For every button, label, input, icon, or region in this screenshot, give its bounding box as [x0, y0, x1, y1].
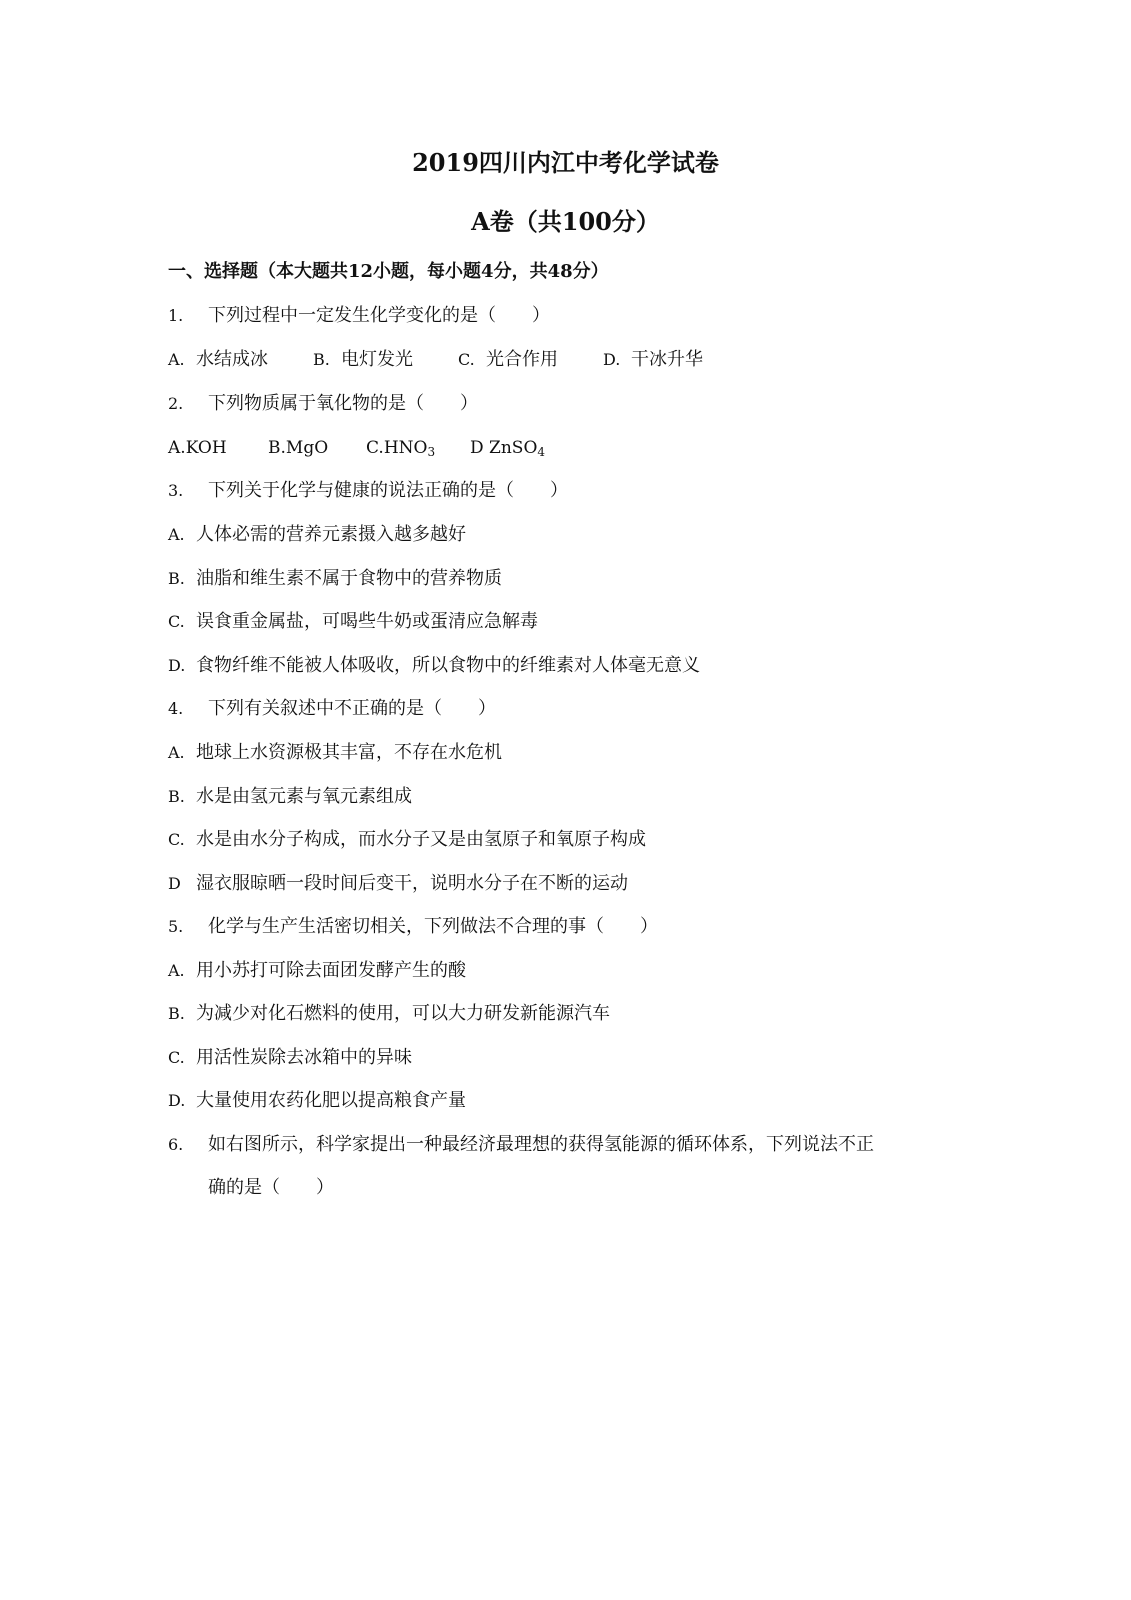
question-text: 下列物质属于氧化物的是（ ） — [208, 393, 478, 414]
question-5-option-c: C. 用活性炭除去冰箱中的异味 — [168, 1047, 412, 1068]
question-number: 3. — [168, 481, 184, 500]
question-1-options — [168, 348, 703, 372]
exam-subtitle: A卷（共100分） — [471, 207, 660, 236]
question-2-stem — [168, 392, 478, 416]
question-number: 5. — [168, 917, 184, 936]
question-number: 1. — [168, 306, 184, 325]
question-text: 下列过程中一定发生化学变化的是（ ） — [208, 305, 550, 326]
option-d: D ZnSO$_4$ — [470, 438, 546, 459]
question-3-option-c: C. 误食重金属盐，可喝些牛奶或蛋清应急解毒 — [168, 611, 538, 632]
option-b: B. 电灯发光 — [313, 349, 413, 370]
question-number: 4. — [168, 699, 184, 718]
question-text: 下列有关叙述中不正确的是（ ） — [208, 698, 496, 719]
question-3-option-b: B. 油脂和维生素不属于食物中的营养物质 — [168, 568, 502, 589]
question-2-options — [168, 436, 545, 464]
option-c: C. 光合作用 — [458, 349, 558, 370]
question-4-option-b: B. 水是由氢元素与氧元素组成 — [168, 786, 412, 807]
question-5-stem — [168, 915, 658, 939]
question-4-option-c: C. 水是由水分子构成，而水分子又是由氢原子和氧原子构成 — [168, 829, 646, 850]
question-text: 化学与生产生活密切相关，下列做法不合理的事（ ） — [208, 916, 658, 937]
question-3-option-d: D. 食物纤维不能被人体吸收，所以食物中的纤维素对人体毫无意义 — [168, 655, 700, 676]
option-d: D. 干冰升华 — [603, 349, 703, 370]
question-number: 6. — [168, 1135, 184, 1154]
question-number: 2. — [168, 394, 184, 413]
exam-title: 2019四川内江中考化学试卷 — [412, 148, 719, 177]
question-6-stem-continued: 确的是（ ） — [208, 1177, 334, 1198]
option-a: A.KOH — [168, 438, 227, 458]
question-text: 下列关于化学与健康的说法正确的是（ ） — [208, 480, 568, 501]
question-5-option-b: B. 为减少对化石燃料的使用，可以大力研发新能源汽车 — [168, 1003, 610, 1024]
option-a: A. 水结成冰 — [168, 349, 268, 370]
question-4-option-a: A. 地球上水资源极其丰富，不存在水危机 — [168, 742, 502, 763]
question-text: 如右图所示，科学家提出一种最经济最理想的获得氢能源的循环体系，下列说法不正 — [208, 1134, 874, 1155]
question-4-option-d: D 湿衣服晾晒一段时间后变干，说明水分子在不断的运动 — [168, 873, 628, 894]
question-5-option-a: A. 用小苏打可除去面团发酵产生的酸 — [168, 960, 466, 981]
question-3-stem — [168, 479, 568, 503]
question-1-stem — [168, 304, 550, 328]
question-6-stem — [168, 1133, 874, 1157]
section-heading: 一、选择题（本大题共12小题，每小题4分，共48分） — [168, 261, 609, 282]
question-4-stem — [168, 697, 496, 721]
question-3-option-a: A. 人体必需的营养元素摄入越多越好 — [168, 524, 466, 545]
option-c: $C.HNO_3$ — [366, 438, 436, 459]
question-5-option-d: D. 大量使用农药化肥以提高粮食产量 — [168, 1090, 466, 1111]
option-b: B.MgO — [268, 438, 329, 458]
